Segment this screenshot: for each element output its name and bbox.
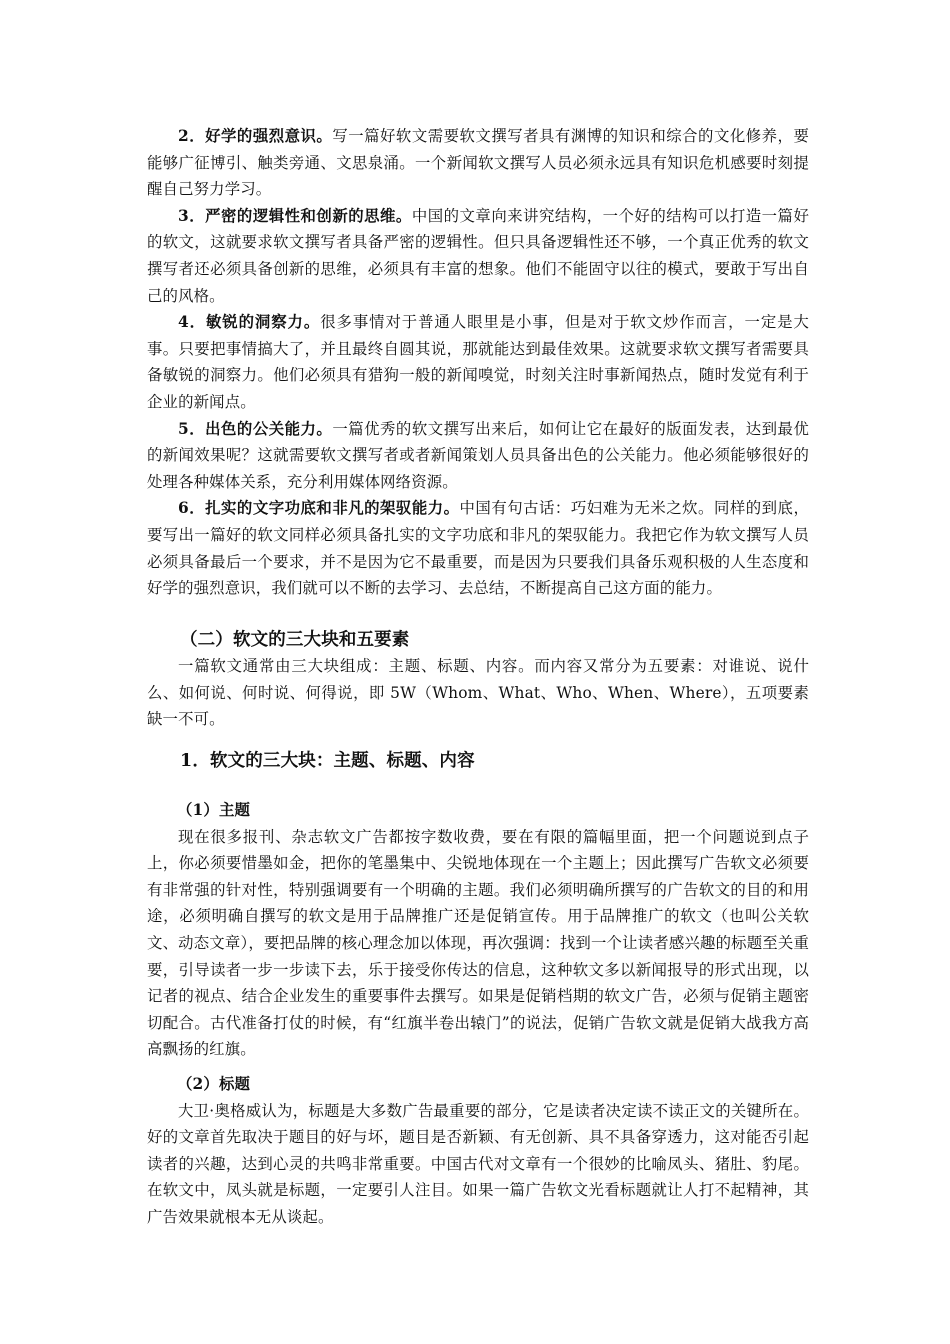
quality-text: 写一篇好软文需要软文撰写者具有渊博的知识和综合的文化修养，要能够广征博引、触类旁通、文思泉涌。一个新闻软文撰写人员必须永远具有知识危机感要时刻提醒自己努力学习。	[147, 127, 809, 199]
subsection-block	[147, 748, 809, 774]
qualities-list	[147, 123, 809, 602]
title-part-heading: （2）标题	[177, 1075, 251, 1093]
section-heading: （二）软文的三大块和五要素	[180, 630, 410, 650]
quality-lead: 4．敏锐的洞察力。	[178, 313, 321, 332]
title-part-block	[147, 1071, 809, 1231]
quality-item-2	[147, 123, 809, 203]
section-intro: 一篇软文通常由三大块组成：主题、标题、内容。而内容又常分为五要素：对谁说、说什么、如何说、何时说、何得说，即 5W（Whom、What、Who、When、Where），五项要素缺一不可。	[147, 657, 809, 729]
topic-heading: （1）主题	[177, 801, 251, 819]
quality-text: 很多事情对于普通人眼里是小事，但是对于软文炒作而言，一定是大事。只要把事情搞大了，并且最终自圆其说，那就能达到最佳效果。这就要求软文撰写者需要具备敏锐的洞察力。他们必须具有猎狗一般的新闻嗅觉，时刻关注时事新闻热点，随时发觉有利于企业的新闻点。	[147, 313, 809, 411]
quality-item-4	[147, 309, 809, 415]
quality-item-5	[147, 416, 809, 496]
subsection-heading: 1．软文的三大块：主题、标题、内容	[180, 751, 475, 771]
quality-item-3	[147, 203, 809, 309]
section-block	[147, 627, 809, 733]
topic-block	[147, 797, 809, 1063]
quality-lead: 3．严密的逻辑性和创新的思维。	[178, 206, 412, 225]
quality-lead: 5．出色的公关能力。	[178, 419, 333, 438]
quality-text: 中国的文章向来讲究结构，一个好的结构可以打造一篇好的软文，这就要求软文撰写者具备严密的逻辑性。但只具备逻辑性还不够，一个真正优秀的软文撰写者还必须具备创新的思维，必须具有丰富的想象。他们不能固守以往的模式，要敢于写出自己的风格。	[147, 206, 809, 305]
topic-paragraph: 现在很多报刊、杂志软文广告都按字数收费，要在有限的篇幅里面，把一个问题说到点子上，你必须要惜墨如金，把你的笔墨集中、尖锐地体现在一个主题上；因此撰写广告软文必须要有非常强的针对性，特别强调要有一个明确的主题。我们必须明确所撰写的广告软文的目的和用途，必须明确自撰写的软文是用于品牌推广还是促销宣传。用于品牌推广的软文（也叫公关软文、动态文章），要把品牌的核心理念加以体现，再次强调：找到一个让读者感兴趣的标题至关重要，引导读者一步一步读下去，乐于接受你传达的信息，这种软文多以新闻报导的形式出现，以记者的视点、结合企业发生的重要事件去撰写。如果是促销档期的软文广告，必须与促销主题密切配合。古代准备打仗的时候，有“红旗半卷出辕门”的说法，促销广告软文就是促销大战我方高高飘扬的红旗。	[147, 827, 809, 1059]
quality-item-6	[147, 495, 809, 601]
quality-text: 一篇优秀的软文撰写出来后，如何让它在最好的版面发表，达到最优的新闻效果呢？这就需要软文撰写者或者新闻策划人员具备出色的公关能力。他必须能够很好的处理各种媒体关系，充分利用媒体网络资源。	[147, 419, 809, 491]
title-part-paragraph: 大卫·奥格威认为，标题是大多数广告最重要的部分，它是读者决定读不读正文的关键所在。好的文章首先取决于题目的好与坏，题目是否新颖、有无创新、具不具备穿透力，这对能否引起读者的兴趣，达到心灵的共鸣非常重要。中国古代对文章有一个很妙的比喻凤头、猪肚、豹尾。在软文中，凤头就是标题，一定要引人注目。如果一篇广告软文光看标题就让人打不起精神，其广告效果就根本无从谈起。	[147, 1101, 809, 1226]
quality-lead: 6．扎实的文字功底和非凡的架驭能力。	[178, 499, 460, 518]
quality-text: 中国有句古话：巧妇难为无米之炊。同样的到底，要写出一篇好的软文同样必须具备扎实的文字功底和非凡的架驭能力。我把它作为软文撰写人员必须具备最后一个要求，并不是因为它不最重要，而是因为只要我们具备乐观积极的人生态度和好学的强烈意识，我们就可以不断的去学习、去总结，不断提高自己这方面的能力。	[147, 499, 809, 598]
quality-lead: 2．好学的强烈意识。	[178, 127, 333, 145]
